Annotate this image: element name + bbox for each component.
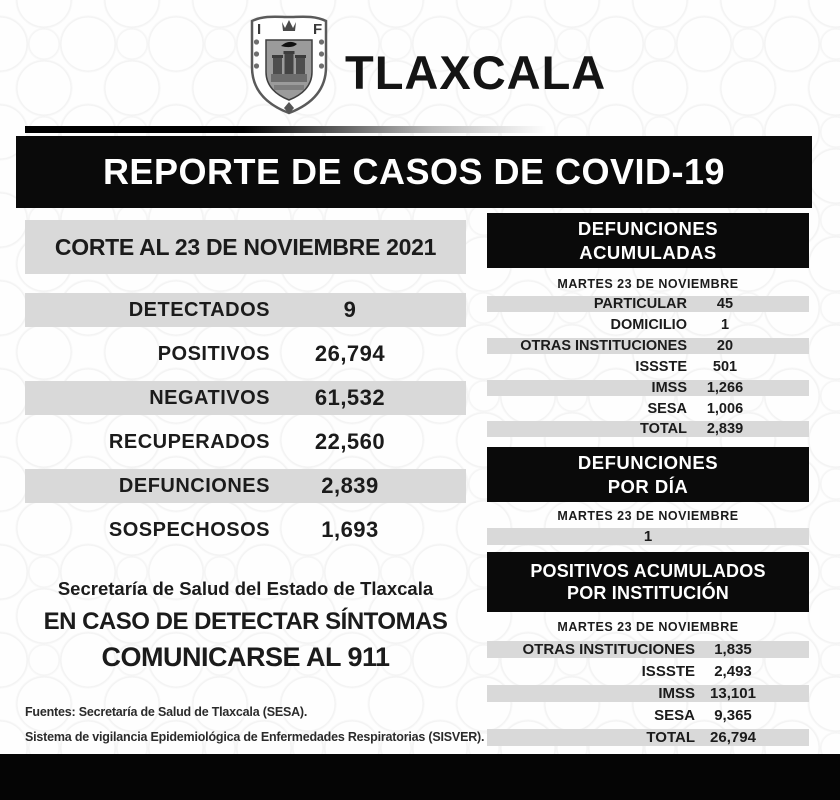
row-value: 2,493 — [714, 663, 752, 680]
row-value: 26,794 — [710, 729, 756, 746]
section-header-positivos-acumulados — [487, 552, 809, 612]
row-label: TOTAL — [646, 729, 695, 746]
row-label: PARTICULAR — [593, 296, 687, 312]
footer-bar — [0, 754, 840, 800]
death-row-domicilio — [487, 317, 809, 333]
row-label: IMSS — [651, 380, 687, 396]
row-value: 2,839 — [706, 421, 744, 437]
stat-value: 9 — [343, 297, 357, 322]
section-title-line1: DEFUNCIONES — [577, 452, 719, 474]
stat-row-recuperados — [25, 425, 466, 459]
death-row-total — [487, 421, 809, 437]
row-value: 9,365 — [714, 707, 752, 724]
row-value: 13,101 — [710, 685, 756, 702]
row-label: SESA — [647, 401, 687, 417]
tlaxcala-coat-of-arms-icon — [243, 10, 335, 118]
row-label: DOMICILIO — [610, 317, 687, 333]
section-date: MARTES 23 DE NOVIEMBRE — [557, 509, 739, 523]
section-header-defunciones-por-dia — [487, 447, 809, 502]
stat-label: RECUPERADOS — [108, 430, 270, 453]
positive-row-total — [487, 729, 809, 746]
stat-value: 61,532 — [314, 385, 386, 410]
report-title-banner: REPORTE DE CASOS DE COVID-19 — [16, 136, 812, 208]
stat-value: 2,839 — [321, 473, 379, 498]
death-row-sesa — [487, 401, 809, 417]
stat-label: POSITIVOS — [157, 342, 270, 365]
row-value: 1,835 — [714, 641, 752, 658]
brand-title: TLAXCALA — [345, 46, 607, 99]
cutoff-date-title: CORTE AL 23 DE NOVIEMBRE 2021 — [25, 220, 466, 274]
positive-row-sesa — [487, 707, 809, 724]
sources-line-1: Fuentes: Secretaría de Salud de Tlaxcala (SESA). — [25, 705, 308, 719]
row-value: 45 — [716, 296, 734, 312]
section-title-line2: POR DÍA — [607, 475, 689, 497]
row-label: OTRAS INSTITUCIONES — [520, 338, 687, 354]
gradient-divider — [25, 126, 546, 133]
section-header-defunciones-acumuladas — [487, 213, 809, 268]
positive-row-issste — [487, 663, 809, 680]
svg-text:F: F — [313, 21, 323, 38]
row-label: OTRAS INSTITUCIONES — [522, 641, 695, 658]
stat-row-defunciones — [25, 469, 466, 503]
section-title-line2: ACUMULADAS — [579, 241, 717, 263]
stat-label: DEFUNCIONES — [118, 474, 270, 497]
row-label: TOTAL — [640, 421, 687, 437]
advice-line-1: EN CASO DE DETECTAR SÍNTOMAS — [43, 608, 448, 635]
stat-row-positivos — [25, 337, 466, 371]
row-value: 1,006 — [706, 401, 744, 417]
stat-row-detectados — [25, 293, 466, 327]
row-value: 501 — [712, 359, 738, 375]
advice-line-2: COMUNICARSE AL 911 — [101, 642, 390, 672]
row-label: IMSS — [658, 685, 695, 702]
row-label: ISSSTE — [635, 359, 687, 375]
section-title-line1: DEFUNCIONES — [577, 218, 719, 240]
stat-label: NEGATIVOS — [149, 386, 270, 409]
row-label: SESA — [654, 707, 695, 724]
death-row-imss — [487, 380, 809, 396]
stat-value: 1,693 — [321, 517, 379, 542]
row-label: ISSSTE — [641, 663, 695, 680]
stat-value: 22,560 — [314, 429, 386, 454]
agency-name: Secretaría de Salud del Estado de Tlaxcala — [57, 578, 434, 599]
death-row-issste — [487, 359, 809, 375]
stat-row-negativos — [25, 381, 466, 415]
stat-label: DETECTADOS — [128, 298, 270, 321]
section-date: MARTES 23 DE NOVIEMBRE — [557, 277, 739, 291]
stat-label: SOSPECHOSOS — [108, 518, 270, 541]
section-date: MARTES 23 DE NOVIEMBRE — [557, 620, 739, 634]
row-value: 1 — [720, 317, 730, 333]
positive-row-otras-instituciones — [487, 641, 809, 658]
svg-text:I: I — [257, 21, 262, 38]
stat-row-sospechosos — [25, 513, 466, 547]
row-value: 1,266 — [706, 380, 744, 396]
row-value: 20 — [716, 338, 734, 354]
death-row-otras-instituciones — [487, 338, 809, 354]
section-title-line2: POR INSTITUCIÓN — [566, 583, 729, 603]
deaths-per-day-value: 1 — [487, 528, 809, 545]
positive-row-imss — [487, 685, 809, 702]
sources-line-2: Sistema de vigilancia Epidemiológica de Enfermedades Respiratorias (SISVER). — [25, 730, 485, 744]
stat-value: 26,794 — [314, 341, 386, 366]
section-title-line1: POSITIVOS ACUMULADOS — [530, 560, 766, 581]
death-row-particular — [487, 296, 809, 312]
